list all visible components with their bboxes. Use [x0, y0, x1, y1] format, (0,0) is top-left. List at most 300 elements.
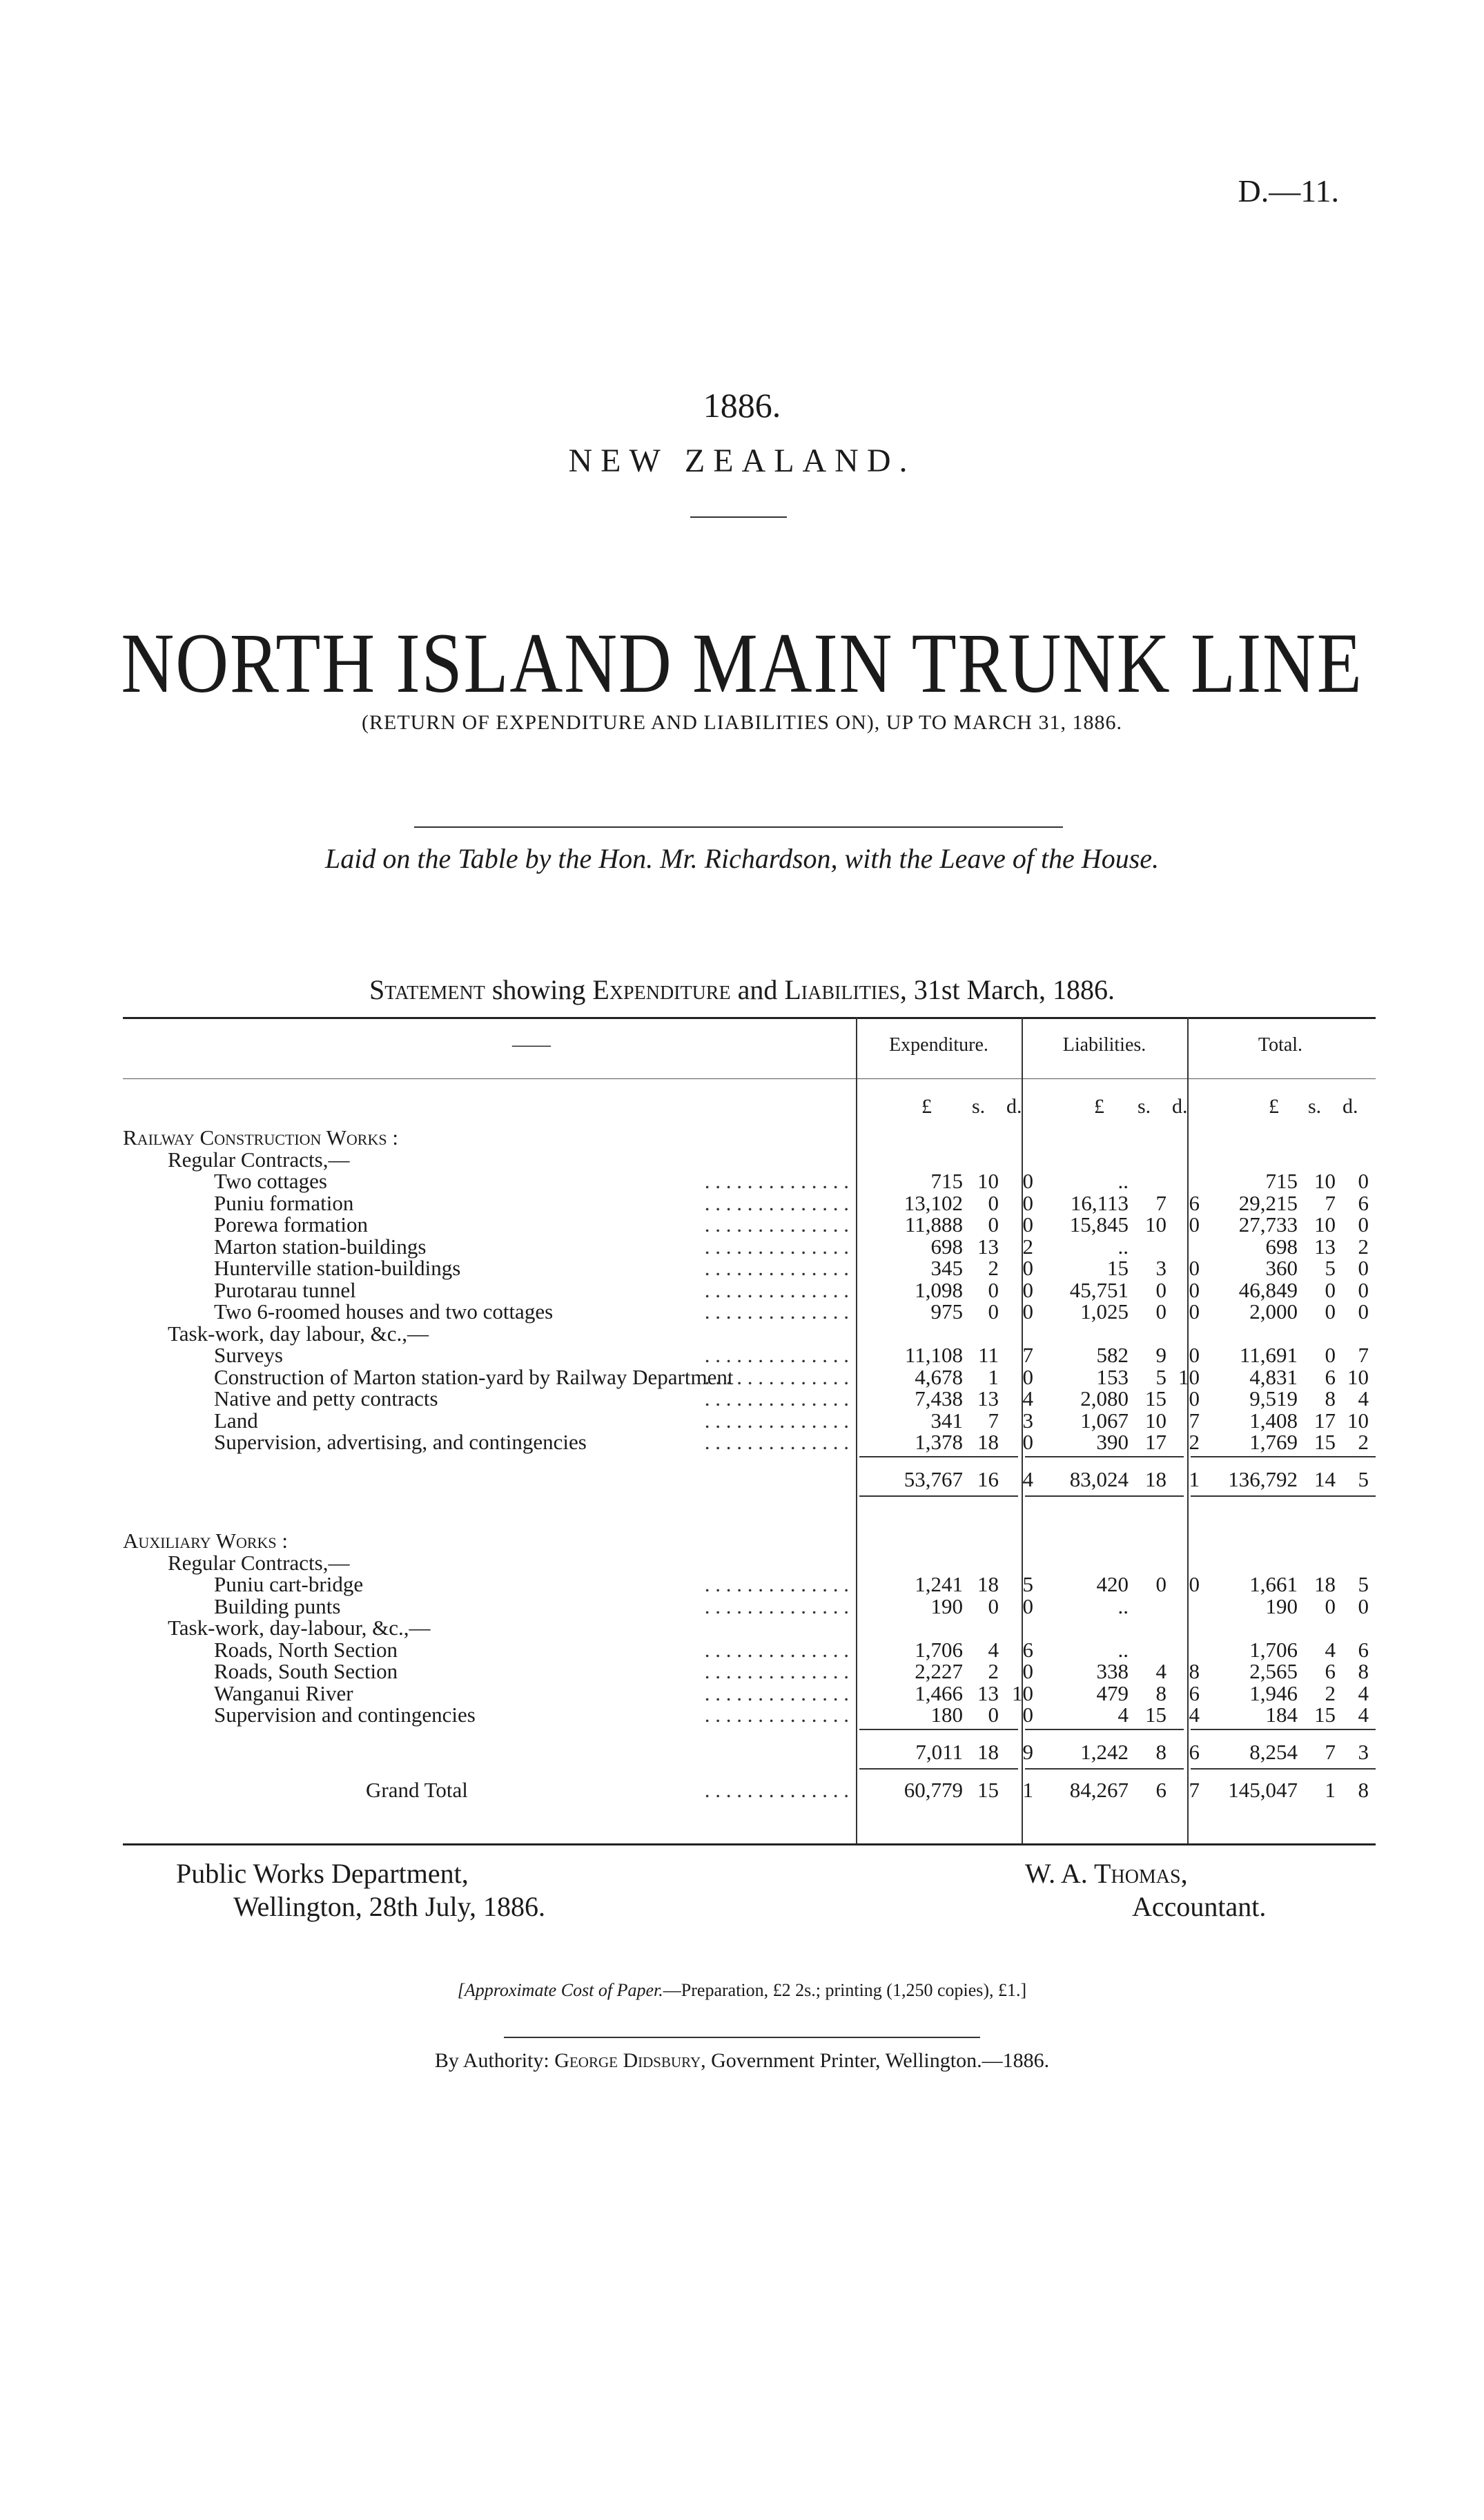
- leader-dots: . . . . . . . . . . . . . .: [704, 1572, 849, 1596]
- amount-shillings: 0: [988, 1593, 999, 1618]
- item-label: Puniu cart-bridge: [214, 1572, 364, 1596]
- amount-shillings: 7: [1325, 1739, 1336, 1764]
- amount-pence: 6: [1189, 1739, 1200, 1764]
- amount-pounds: 1,378: [915, 1430, 963, 1454]
- amount-shillings: 6: [1325, 1659, 1336, 1683]
- printer-name: George Didsbury: [554, 2049, 701, 2072]
- statement-word: Liabilities: [784, 974, 900, 1005]
- printer-imprint: [0, 2049, 1484, 2073]
- amount-pounds: 13,102: [904, 1190, 963, 1215]
- amount-pence: 9: [1022, 1739, 1033, 1764]
- item-label: Marton station-buildings: [214, 1234, 427, 1259]
- item-label: Puniu formation: [214, 1190, 354, 1215]
- page-title: NORTH ISLAND MAIN TRUNK LINE: [121, 616, 1363, 710]
- amount-shillings: 10: [1314, 1212, 1336, 1237]
- amount-shillings: 8: [1325, 1386, 1336, 1411]
- amount-pence: 0: [1022, 1593, 1033, 1618]
- subtotal-rule: [859, 1495, 1018, 1497]
- amount-pence: 0: [1022, 1299, 1033, 1324]
- leader-dots: . . . . . . . . . . . . . .: [704, 1680, 849, 1705]
- leader-dots: . . . . . . . . . . . . . .: [704, 1703, 849, 1727]
- amount-pence: 2: [1358, 1430, 1369, 1454]
- amount-pence: 5: [1358, 1466, 1369, 1491]
- table-row: [0, 1299, 1484, 1324]
- amount-pounds: 715: [1265, 1169, 1298, 1193]
- amount-pounds: ..: [1117, 1637, 1129, 1662]
- amount-pounds: 60,779: [904, 1778, 963, 1802]
- amount-shillings: 10: [1314, 1169, 1336, 1193]
- laid-note: Laid on the Table by the Hon. Mr. Richardson, with the Leave of the House.: [324, 843, 1160, 874]
- amount-pounds: 184: [1265, 1703, 1298, 1727]
- table-row: [0, 1594, 1484, 1616]
- amount-pounds: ..: [1117, 1234, 1129, 1259]
- group-heading: Regular Contracts,—: [168, 1147, 350, 1172]
- amount-pounds: 698: [1265, 1234, 1298, 1259]
- amount-pounds: 11,888: [904, 1212, 963, 1237]
- amount-pounds: 345: [930, 1256, 963, 1280]
- amount-pence: 4: [1189, 1703, 1200, 1727]
- group-heading: Task-work, day-labour, &c.,—: [168, 1616, 431, 1640]
- item-label: Surveys: [214, 1343, 283, 1367]
- subtotal-rule: [859, 1768, 1018, 1770]
- amount-pounds: 360: [1265, 1256, 1298, 1280]
- leader-dots: . . . . . . . . . . . . . .: [704, 1386, 849, 1411]
- item-label: Purotarau tunnel: [214, 1277, 356, 1302]
- amount-shillings: 0: [1325, 1593, 1336, 1618]
- amount-shillings: 6: [1325, 1364, 1336, 1389]
- unit-pound: £: [921, 1095, 932, 1118]
- amount-pence: 7: [1189, 1408, 1200, 1433]
- amount-pounds: 45,751: [1069, 1277, 1129, 1302]
- amount-shillings: 13: [977, 1234, 999, 1259]
- signature-department: Public Works Department,: [176, 1858, 469, 1889]
- subtotal-rule: [1191, 1768, 1376, 1770]
- subtotal-rule: [1025, 1456, 1184, 1457]
- amount-pence: 8: [1358, 1659, 1369, 1683]
- amount-pence: 0: [1022, 1703, 1033, 1727]
- amount-shillings: 15: [1314, 1430, 1336, 1454]
- amount-pounds: 180: [930, 1703, 963, 1727]
- amount-pence: 0: [1358, 1277, 1369, 1302]
- amount-pounds: 7,011: [915, 1739, 963, 1764]
- subtotal-rule: [1025, 1495, 1184, 1497]
- signature-location: Wellington, 28th July, 1886.: [233, 1891, 545, 1922]
- amount-pounds: 479: [1096, 1680, 1129, 1705]
- table-row: [0, 1659, 1484, 1681]
- table-row: [0, 1616, 1484, 1638]
- amount-pence: 7: [1189, 1778, 1200, 1802]
- leader-dots: . . . . . . . . . . . . . .: [704, 1256, 849, 1280]
- divider: [414, 826, 1063, 828]
- year: 1886.: [703, 386, 781, 425]
- amount-pounds: 1,408: [1249, 1408, 1298, 1433]
- amount-pence: 5: [1022, 1572, 1033, 1596]
- amount-pence: 4: [1358, 1680, 1369, 1705]
- amount-shillings: 5: [1155, 1364, 1166, 1389]
- amount-pounds: 8,254: [1249, 1739, 1298, 1764]
- amount-shillings: 14: [1314, 1466, 1336, 1491]
- cost-note: [0, 1980, 1484, 2001]
- table-row: [0, 1551, 1484, 1573]
- amount-pence: 0: [1189, 1256, 1200, 1280]
- table-rule: [123, 1843, 1376, 1845]
- amount-shillings: 0: [988, 1212, 999, 1237]
- amount-pounds: 2,565: [1249, 1659, 1298, 1683]
- amount-pounds: 420: [1096, 1572, 1129, 1596]
- amount-pence: 4: [1358, 1386, 1369, 1411]
- column-header-blank: ——: [512, 1034, 551, 1056]
- signature-name: W. A. Thomas,: [1025, 1858, 1188, 1889]
- country: NEW ZEALAND.: [568, 443, 916, 479]
- amount-shillings: 15: [1145, 1703, 1166, 1727]
- amount-pounds: 190: [930, 1593, 963, 1618]
- amount-shillings: 17: [1145, 1430, 1166, 1454]
- column-header-total: Total.: [1258, 1034, 1303, 1056]
- amount-pounds: 1,241: [915, 1572, 963, 1596]
- cost-note-text: —Preparation, £2 2s.; printing (1,250 copies), £1.]: [663, 1980, 1027, 2000]
- amount-pence: 0: [1022, 1256, 1033, 1280]
- amount-pounds: 29,215: [1238, 1190, 1298, 1215]
- amount-pounds: 7,438: [915, 1386, 963, 1411]
- unit-pence: d.: [1006, 1095, 1022, 1118]
- amount-pence: 0: [1189, 1299, 1200, 1324]
- amount-pence: 0: [1022, 1659, 1033, 1683]
- amount-pence: 0: [1189, 1386, 1200, 1411]
- statement-text: showing: [485, 974, 593, 1005]
- leader-dots: . . . . . . . . . . . . . .: [704, 1593, 849, 1618]
- cost-note-label: [Approximate Cost of Paper.: [457, 1980, 663, 2000]
- leader-dots: . . . . . . . . . . . . . .: [704, 1430, 849, 1454]
- item-label: Supervision, advertising, and contingencies: [214, 1430, 587, 1454]
- unit-pound: £: [1094, 1095, 1104, 1118]
- leader-dots: . . . . . . . . . . . . . .: [704, 1659, 849, 1683]
- amount-pence: 4: [1022, 1466, 1033, 1491]
- amount-pounds: 16,113: [1070, 1190, 1129, 1215]
- leader-dots: . . . . . . . . . . . . . .: [704, 1408, 849, 1433]
- table-row: [0, 1703, 1484, 1725]
- amount-pounds: 153: [1096, 1364, 1129, 1389]
- item-label: Land: [214, 1408, 258, 1433]
- item-label: Construction of Marton station-yard by Railway Department: [214, 1364, 734, 1389]
- amount-pence: 0: [1022, 1430, 1033, 1454]
- section-heading: Railway Construction Works :: [123, 1125, 398, 1150]
- amount-pounds: 53,767: [904, 1466, 963, 1491]
- amount-pounds: 2,227: [915, 1659, 963, 1683]
- amount-pounds: 1,661: [1249, 1572, 1298, 1596]
- amount-pence: 0: [1358, 1256, 1369, 1280]
- amount-shillings: 13: [977, 1386, 999, 1411]
- amount-pence: 0: [1022, 1190, 1033, 1215]
- amount-pounds: 1,706: [915, 1637, 963, 1662]
- amount-pence: 10: [1347, 1364, 1369, 1389]
- amount-pence: 3: [1358, 1739, 1369, 1764]
- amount-pence: 4: [1358, 1703, 1369, 1727]
- amount-pounds: 1,946: [1249, 1680, 1298, 1705]
- leader-dots: . . . . . . . . . . . . . .: [704, 1169, 849, 1193]
- item-label: Hunterville station-buildings: [214, 1256, 461, 1280]
- amount-pounds: 4,831: [1249, 1364, 1298, 1389]
- amount-shillings: 17: [1314, 1408, 1336, 1433]
- table-row: [0, 1234, 1484, 1257]
- amount-pence: 0: [1189, 1343, 1200, 1367]
- amount-pounds: 1,769: [1249, 1430, 1298, 1454]
- amount-pounds: 190: [1265, 1593, 1298, 1618]
- divider: [504, 2037, 980, 2038]
- unit-pence: d.: [1343, 1095, 1358, 1118]
- amount-shillings: 0: [988, 1277, 999, 1302]
- table-row: [0, 1778, 1484, 1800]
- amount-shillings: 11: [978, 1343, 999, 1367]
- item-label: Supervision and contingencies: [214, 1703, 476, 1727]
- document-code: D.—11.: [1238, 173, 1339, 209]
- amount-pence: 0: [1022, 1277, 1033, 1302]
- section-heading: Auxiliary Works :: [123, 1529, 288, 1553]
- amount-pounds: 27,733: [1238, 1212, 1298, 1237]
- amount-pence: 7: [1022, 1343, 1033, 1367]
- amount-shillings: 0: [1325, 1343, 1336, 1367]
- amount-pounds: 4,678: [915, 1364, 963, 1389]
- amount-shillings: 15: [977, 1778, 999, 1802]
- amount-pounds: 582: [1096, 1343, 1129, 1367]
- unit-shilling: s.: [1308, 1095, 1322, 1118]
- amount-shillings: 1: [988, 1364, 999, 1389]
- amount-pence: 6: [1022, 1637, 1033, 1662]
- item-label: Two 6-roomed houses and two cottages: [214, 1299, 554, 1324]
- unit-shilling: s.: [972, 1095, 986, 1118]
- amount-pence: 3: [1022, 1408, 1033, 1433]
- item-label: Two cottages: [214, 1169, 327, 1193]
- amount-pence: 0: [1358, 1212, 1369, 1237]
- subtotal-rule: [1191, 1456, 1376, 1457]
- amount-pounds: 390: [1096, 1430, 1129, 1454]
- table-row: [0, 1740, 1484, 1762]
- table-row: [0, 1169, 1484, 1191]
- amount-shillings: 0: [988, 1299, 999, 1324]
- amount-pence: 0: [1022, 1212, 1033, 1237]
- amount-pounds: 698: [930, 1234, 963, 1259]
- amount-shillings: 13: [1314, 1234, 1336, 1259]
- amount-shillings: 10: [1145, 1212, 1166, 1237]
- amount-shillings: 6: [1155, 1778, 1166, 1802]
- amount-pence: 0: [1189, 1212, 1200, 1237]
- group-heading: Task-work, day labour, &c.,—: [168, 1321, 429, 1346]
- amount-pence: 10: [1347, 1408, 1369, 1433]
- amount-pounds: 2,080: [1080, 1386, 1129, 1411]
- amount-shillings: 15: [1145, 1386, 1166, 1411]
- amount-pounds: 1,466: [915, 1680, 963, 1705]
- amount-pounds: 1,242: [1080, 1739, 1129, 1764]
- table-row: [0, 1365, 1484, 1387]
- leader-dots: . . . . . . . . . . . . . .: [704, 1277, 849, 1302]
- amount-pounds: 15: [1107, 1256, 1129, 1280]
- amount-pounds: 975: [930, 1299, 963, 1324]
- amount-shillings: 18: [977, 1739, 999, 1764]
- amount-shillings: 0: [988, 1703, 999, 1727]
- amount-shillings: 13: [977, 1680, 999, 1705]
- amount-shillings: 16: [977, 1466, 999, 1491]
- amount-pounds: 338: [1096, 1659, 1129, 1683]
- amount-pounds: ..: [1117, 1169, 1129, 1193]
- item-label: Roads, South Section: [214, 1659, 398, 1683]
- amount-pence: 1: [1022, 1778, 1033, 1802]
- printer-authority: By Authority:: [434, 2049, 555, 2072]
- amount-pence: 8: [1358, 1778, 1369, 1802]
- amount-shillings: 2: [988, 1659, 999, 1683]
- table-row: [0, 1343, 1484, 1365]
- table-row: [0, 1321, 1484, 1344]
- subtotal-rule: [859, 1456, 1018, 1457]
- leader-dots: . . . . . . . . . . . . . .: [704, 1637, 849, 1662]
- amount-pence: 6: [1358, 1637, 1369, 1662]
- subtotal-rule: [1191, 1495, 1376, 1497]
- amount-pence: 0: [1189, 1277, 1200, 1302]
- item-label: Porewa formation: [214, 1212, 368, 1237]
- amount-shillings: 4: [1325, 1637, 1336, 1662]
- unit-pound: £: [1269, 1095, 1279, 1118]
- table-row: [0, 1147, 1484, 1170]
- table-row: [0, 1386, 1484, 1411]
- amount-shillings: 9: [1155, 1343, 1166, 1367]
- column-header-expenditure: Expenditure.: [889, 1034, 988, 1056]
- amount-shillings: 18: [977, 1572, 999, 1596]
- unit-pence: d.: [1172, 1095, 1188, 1118]
- amount-pounds: 4: [1117, 1703, 1129, 1727]
- leader-dots: . . . . . . . . . . . . . .: [704, 1778, 849, 1802]
- amount-pounds: 2,000: [1249, 1299, 1298, 1324]
- statement-title: [0, 973, 1484, 1006]
- amount-shillings: 1: [1325, 1778, 1336, 1802]
- amount-shillings: 0: [1325, 1299, 1336, 1324]
- amount-pounds: 1,067: [1080, 1408, 1129, 1433]
- amount-pence: 7: [1358, 1343, 1369, 1367]
- amount-pounds: 136,792: [1228, 1466, 1298, 1491]
- amount-shillings: 8: [1155, 1739, 1166, 1764]
- amount-pounds: 15,845: [1069, 1212, 1129, 1237]
- table-row: [0, 1212, 1484, 1237]
- amount-shillings: 5: [1325, 1256, 1336, 1280]
- amount-pounds: 1,025: [1080, 1299, 1129, 1324]
- amount-shillings: 8: [1155, 1680, 1166, 1705]
- amount-shillings: 2: [1325, 1680, 1336, 1705]
- amount-shillings: 18: [1145, 1466, 1166, 1491]
- table-row: [0, 1681, 1484, 1703]
- amount-shillings: 4: [1155, 1659, 1166, 1683]
- printer-place: , Government Printer, Wellington.—1886.: [701, 2049, 1050, 2072]
- amount-pence: 5: [1358, 1572, 1369, 1596]
- amount-shillings: 0: [988, 1190, 999, 1215]
- signature-title: Accountant.: [1132, 1891, 1267, 1922]
- statement-word: Statement: [369, 974, 485, 1005]
- amount-pence: 2: [1022, 1234, 1033, 1259]
- subtotal-rule: [859, 1729, 1018, 1730]
- amount-pounds: 11,691: [1239, 1343, 1298, 1367]
- amount-pence: 0: [1189, 1572, 1200, 1596]
- amount-shillings: 0: [1155, 1299, 1166, 1324]
- leader-dots: . . . . . . . . . . . . . .: [704, 1212, 849, 1237]
- table-row: [0, 1125, 1484, 1150]
- leader-dots: . . . . . . . . . . . . . .: [704, 1343, 849, 1367]
- table-row: [0, 1529, 1484, 1551]
- subtotal-rule: [1025, 1729, 1184, 1730]
- amount-pounds: 84,267: [1069, 1778, 1129, 1802]
- table-row: [0, 1572, 1484, 1594]
- item-label: Building punts: [214, 1593, 341, 1618]
- amount-pounds: 1,706: [1249, 1637, 1298, 1662]
- amount-shillings: 3: [1155, 1256, 1166, 1280]
- amount-pence: 0: [1022, 1364, 1033, 1389]
- amount-pounds: 11,108: [904, 1343, 963, 1367]
- amount-pence: 10: [1012, 1680, 1033, 1705]
- item-label: Roads, North Section: [214, 1637, 398, 1662]
- amount-pounds: 46,849: [1238, 1277, 1298, 1302]
- subtotal-rule: [1025, 1768, 1184, 1770]
- leader-dots: . . . . . . . . . . . . . .: [704, 1299, 849, 1324]
- amount-pounds: 341: [930, 1408, 963, 1433]
- amount-shillings: 0: [1155, 1572, 1166, 1596]
- amount-pence: 4: [1022, 1386, 1033, 1411]
- unit-shilling: s.: [1138, 1095, 1151, 1118]
- leader-dots: . . . . . . . . . . . . . .: [704, 1234, 849, 1259]
- table-row: [0, 1467, 1484, 1489]
- amount-shillings: 0: [1325, 1277, 1336, 1302]
- amount-shillings: 18: [977, 1430, 999, 1454]
- leader-dots: . . . . . . . . . . . . . .: [704, 1364, 849, 1389]
- amount-pence: 10: [1178, 1364, 1200, 1389]
- amount-shillings: 18: [1314, 1572, 1336, 1596]
- amount-shillings: 7: [1325, 1190, 1336, 1215]
- amount-pence: 2: [1358, 1234, 1369, 1259]
- leader-dots: . . . . . . . . . . . . . .: [704, 1190, 849, 1215]
- group-heading: Regular Contracts,—: [168, 1550, 350, 1575]
- statement-word: Expenditure: [592, 974, 731, 1005]
- table-row: [0, 1638, 1484, 1660]
- amount-pence: 8: [1189, 1659, 1200, 1683]
- column-header-liabilities: Liabilities.: [1062, 1034, 1146, 1056]
- table-row: [0, 1278, 1484, 1300]
- amount-shillings: 10: [977, 1169, 999, 1193]
- amount-pence: 2: [1189, 1430, 1200, 1454]
- amount-pence: 6: [1358, 1190, 1369, 1215]
- amount-shillings: 0: [1155, 1277, 1166, 1302]
- amount-pounds: 1,098: [915, 1277, 963, 1302]
- amount-pence: 0: [1358, 1299, 1369, 1324]
- amount-pence: 6: [1189, 1190, 1200, 1215]
- page-subtitle: (RETURN OF EXPENDITURE AND LIABILITIES ON), UP TO MARCH 31, 1886.: [362, 711, 1122, 734]
- table-row: [0, 1191, 1484, 1213]
- amount-pence: 0: [1022, 1169, 1033, 1193]
- amount-pence: 1: [1189, 1466, 1200, 1491]
- amount-shillings: 2: [988, 1256, 999, 1280]
- amount-pounds: ..: [1117, 1593, 1129, 1618]
- subtotal-rule: [1191, 1729, 1376, 1730]
- divider: [690, 516, 787, 518]
- amount-pounds: 83,024: [1069, 1466, 1129, 1491]
- table-row: [0, 1256, 1484, 1278]
- amount-pence: 6: [1189, 1680, 1200, 1705]
- amount-pounds: 9,519: [1249, 1386, 1298, 1411]
- amount-pounds: 715: [930, 1169, 963, 1193]
- amount-shillings: 10: [1145, 1408, 1166, 1433]
- item-label: Native and petty contracts: [214, 1386, 438, 1411]
- statement-text: and: [730, 974, 785, 1005]
- amount-shillings: 15: [1314, 1703, 1336, 1727]
- table-row: [0, 1408, 1484, 1431]
- amount-shillings: 4: [988, 1637, 999, 1662]
- amount-pence: 0: [1358, 1169, 1369, 1193]
- amount-shillings: 7: [988, 1408, 999, 1433]
- amount-shillings: 7: [1155, 1190, 1166, 1215]
- amount-pence: 0: [1358, 1593, 1369, 1618]
